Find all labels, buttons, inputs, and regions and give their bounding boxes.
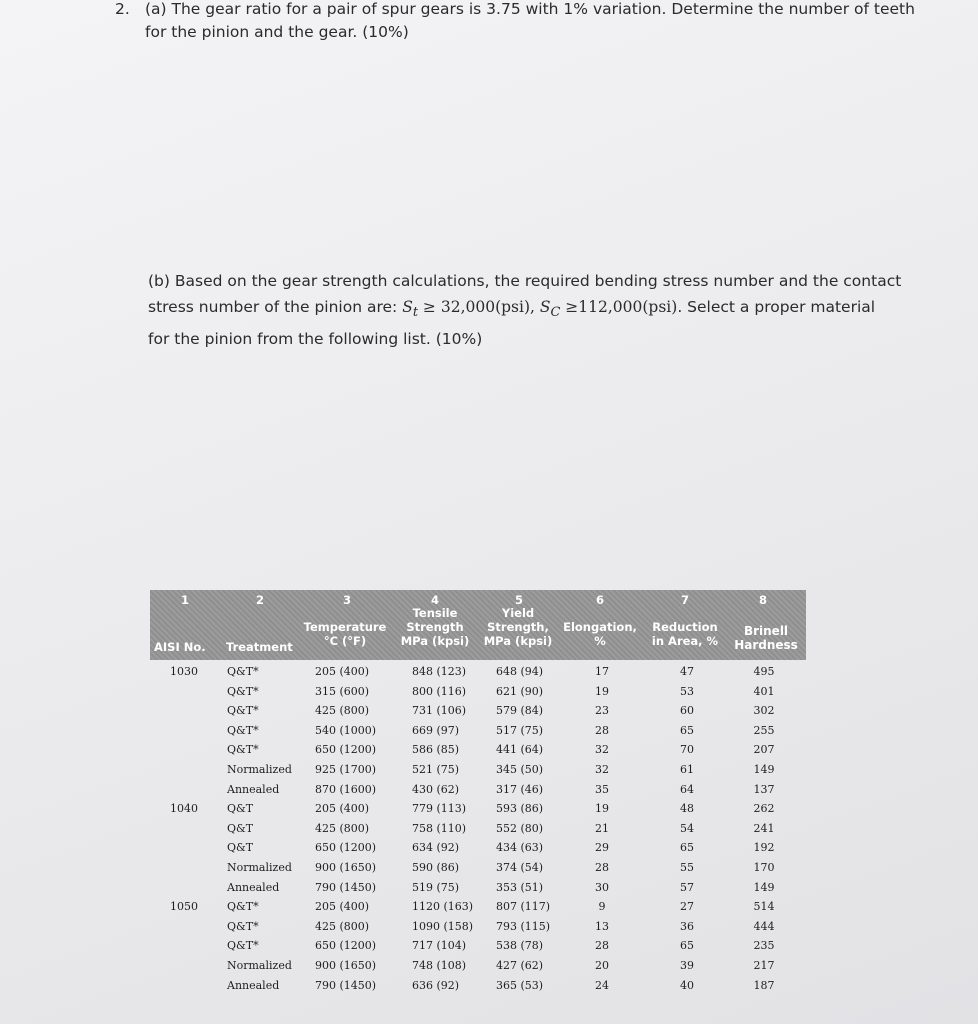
table-row <box>150 976 806 996</box>
elongation-cell: 24 <box>595 978 609 992</box>
table-row <box>150 780 806 800</box>
reduction-cell: 61 <box>680 763 694 776</box>
temperature-cell: 790 (1450) <box>315 978 377 992</box>
brinell-cell: 170 <box>753 861 775 874</box>
yield-cell: 648 (94) <box>496 665 544 678</box>
header-tensile-line3: MPa (kpsi) <box>400 634 470 648</box>
table-row <box>150 936 806 956</box>
yield-cell: 593 (86) <box>496 802 544 816</box>
brinell-cell: 192 <box>753 841 775 855</box>
reduction-cell: 40 <box>680 978 694 992</box>
table-row <box>150 740 806 760</box>
formula-st-symbol: S <box>402 298 413 316</box>
reduction-cell: 48 <box>680 802 694 816</box>
header-yield <box>478 606 558 648</box>
elongation-cell: 17 <box>595 665 609 678</box>
brinell-cell: 514 <box>753 900 775 914</box>
col-number: 5 <box>514 593 523 607</box>
elongation-cell: 28 <box>595 861 609 874</box>
elongation-cell: 20 <box>595 959 609 972</box>
reduction-cell: 60 <box>680 704 694 718</box>
table-row <box>150 917 806 937</box>
treatment-cell: Q&T <box>227 802 254 816</box>
table-row <box>150 701 806 721</box>
brinell-cell: 149 <box>753 880 775 894</box>
treatment-cell: Annealed <box>227 978 280 992</box>
tensile-cell: 758 (110) <box>412 821 467 835</box>
treatment-cell: Normalized <box>227 959 292 972</box>
brinell-cell: 235 <box>753 939 775 953</box>
elongation-cell: 9 <box>598 900 606 914</box>
yield-cell: 552 (80) <box>496 821 544 835</box>
treatment-cell: Normalized <box>227 861 292 874</box>
elongation-cell: 29 <box>595 841 609 855</box>
question-b-line2-prefix: stress number of the pinion are: <box>148 298 403 316</box>
reduction-cell: 55 <box>680 861 694 874</box>
temperature-cell: 790 (1450) <box>315 880 377 894</box>
elongation-cell: 32 <box>595 763 609 776</box>
treatment-cell: Annealed <box>227 880 280 894</box>
tensile-cell: 1090 (158) <box>412 919 474 933</box>
col-number: 8 <box>758 593 767 607</box>
tensile-cell: 586 (85) <box>412 743 460 757</box>
reduction-cell: 65 <box>680 939 694 953</box>
reduction-cell: 57 <box>680 880 694 894</box>
aisi-cell: 1040 <box>170 802 198 816</box>
brinell-cell: 137 <box>753 782 775 796</box>
header-temperature <box>300 620 390 648</box>
header-yield-line2: Strength, <box>487 620 549 634</box>
question-a-line1: (a) The gear ratio for a pair of spur gears is 3.75 with 1% variation. Determine the number of teeth <box>145 0 915 18</box>
table-row <box>150 838 806 858</box>
elongation-cell: 30 <box>595 880 609 894</box>
material-properties-table <box>150 590 806 992</box>
tensile-cell: 748 (108) <box>412 959 467 972</box>
header-temperature-line1: Temperature <box>303 620 387 634</box>
temperature-cell: 425 (800) <box>315 704 370 718</box>
tensile-cell: 717 (104) <box>412 939 467 953</box>
brinell-cell: 187 <box>753 978 775 992</box>
temperature-cell: 650 (1200) <box>315 841 377 855</box>
brinell-cell: 217 <box>753 959 775 972</box>
table-row <box>150 760 806 780</box>
table-row <box>150 682 806 702</box>
yield-cell: 317 (46) <box>496 782 544 796</box>
col-number: 1 <box>180 593 189 607</box>
tensile-cell: 636 (92) <box>412 978 460 992</box>
treatment-cell: Q&T <box>227 841 254 855</box>
elongation-cell: 19 <box>595 802 609 816</box>
table-row <box>150 878 806 898</box>
header-temperature-line2: °C (°F) <box>323 634 367 648</box>
temperature-cell: 425 (800) <box>315 821 370 835</box>
tensile-cell: 669 (97) <box>412 723 460 737</box>
reduction-cell: 65 <box>680 841 694 855</box>
header-brinell-line1: Brinell <box>743 624 789 638</box>
brinell-cell: 444 <box>753 919 775 933</box>
aisi-cell: 1030 <box>170 665 198 678</box>
elongation-cell: 13 <box>595 919 609 933</box>
treatment-cell: Q&T* <box>227 704 259 718</box>
header-yield-line1: Yield <box>501 606 535 620</box>
elongation-cell: 19 <box>595 684 609 698</box>
tensile-cell: 521 (75) <box>412 763 460 776</box>
col-number: 4 <box>430 593 439 607</box>
yield-cell: 538 (78) <box>496 939 544 953</box>
question-b-line2-suffix: . Select a proper material <box>677 298 876 316</box>
header-tensile-line1: Tensile <box>412 606 458 620</box>
yield-cell: 345 (50) <box>496 763 544 776</box>
tensile-cell: 634 (92) <box>412 841 460 855</box>
header-elongation <box>560 620 640 648</box>
header-treatment: Treatment <box>226 640 293 654</box>
treatment-cell: Annealed <box>227 782 280 796</box>
formula-st-subscript: t <box>412 305 418 321</box>
formula-sc-symbol: S <box>539 298 551 316</box>
treatment-cell: Normalized <box>227 763 292 776</box>
header-elongation-line1: Elongation, <box>563 620 637 634</box>
treatment-cell: Q&T <box>227 821 254 835</box>
reduction-cell: 36 <box>680 919 694 933</box>
header-reduction-line1: Reduction <box>652 620 718 634</box>
temperature-cell: 900 (1650) <box>315 959 377 972</box>
temperature-cell: 540 (1000) <box>315 723 377 737</box>
header-reduction <box>645 620 725 648</box>
question-b <box>148 268 938 352</box>
temperature-cell: 315 (600) <box>315 684 370 698</box>
brinell-cell: 241 <box>753 821 775 835</box>
reduction-cell: 64 <box>680 782 694 796</box>
tensile-cell: 731 (106) <box>412 704 467 718</box>
temperature-cell: 650 (1200) <box>315 939 377 953</box>
treatment-cell: Q&T* <box>227 900 259 914</box>
elongation-cell: 35 <box>595 782 609 796</box>
question-b-line3: for the pinion from the following list. (10%) <box>148 330 483 349</box>
tensile-cell: 590 (86) <box>412 861 460 874</box>
brinell-cell: 149 <box>753 763 775 776</box>
yield-cell: 427 (62) <box>496 959 544 972</box>
elongation-cell: 32 <box>595 743 609 757</box>
treatment-cell: Q&T* <box>227 723 259 737</box>
contact-stress-formula <box>539 298 678 321</box>
yield-cell: 374 (54) <box>496 861 544 874</box>
header-aisi: AISI No. <box>154 640 206 654</box>
temperature-cell: 925 (1700) <box>315 763 377 776</box>
header-brinell <box>728 624 804 652</box>
temperature-cell: 205 (400) <box>315 900 370 914</box>
tensile-cell: 1120 (163) <box>412 900 474 914</box>
header-brinell-line2: Hardness <box>734 638 798 652</box>
yield-cell: 579 (84) <box>496 704 544 718</box>
tensile-cell: 848 (123) <box>412 665 467 678</box>
treatment-cell: Q&T* <box>227 919 259 933</box>
reduction-cell: 65 <box>680 723 694 737</box>
reduction-cell: 70 <box>680 743 694 757</box>
table-row <box>150 799 806 819</box>
header-yield-line3: MPa (kpsi) <box>483 634 553 648</box>
tensile-cell: 800 (116) <box>412 684 467 698</box>
yield-cell: 365 (53) <box>496 978 544 992</box>
elongation-cell: 21 <box>595 821 609 835</box>
table-row <box>150 662 806 682</box>
table-row <box>150 897 806 917</box>
header-tensile-line2: Strength <box>406 620 464 634</box>
question-number: 2. <box>115 0 130 18</box>
reduction-cell: 39 <box>680 959 694 972</box>
brinell-cell: 255 <box>753 723 775 737</box>
temperature-cell: 900 (1650) <box>315 861 377 874</box>
temperature-cell: 205 (400) <box>315 665 370 678</box>
yield-cell: 621 (90) <box>496 684 544 698</box>
table-row <box>150 721 806 741</box>
tensile-cell: 519 (75) <box>412 880 460 894</box>
treatment-cell: Q&T* <box>227 665 259 678</box>
col-number: 2 <box>255 593 264 607</box>
yield-cell: 353 (51) <box>496 880 544 894</box>
brinell-cell: 495 <box>753 665 775 678</box>
elongation-cell: 28 <box>595 723 609 737</box>
table-row <box>150 819 806 839</box>
elongation-cell: 28 <box>595 939 609 953</box>
table-row <box>150 858 806 878</box>
yield-cell: 807 (117) <box>496 900 551 914</box>
reduction-cell: 27 <box>680 900 694 914</box>
temperature-cell: 650 (1200) <box>315 743 377 757</box>
treatment-cell: Q&T* <box>227 939 259 953</box>
table-header <box>150 590 806 660</box>
brinell-cell: 401 <box>753 684 775 698</box>
table-row <box>150 956 806 976</box>
col-number: 6 <box>595 593 604 607</box>
treatment-cell: Q&T* <box>227 684 259 698</box>
tensile-cell: 430 (62) <box>412 782 460 796</box>
header-elongation-line2: % <box>594 634 606 648</box>
temperature-cell: 870 (1600) <box>315 782 377 796</box>
question-b-line1: (b) Based on the gear strength calculations, the required bending stress number and the contact <box>148 272 902 290</box>
yield-cell: 434 (63) <box>496 841 544 855</box>
tensile-cell: 779 (113) <box>412 802 467 816</box>
col-number: 3 <box>342 593 351 607</box>
temperature-cell: 425 (800) <box>315 919 370 933</box>
aisi-cell: 1050 <box>170 900 198 914</box>
treatment-cell: Q&T* <box>227 743 259 757</box>
yield-cell: 517 (75) <box>496 723 544 737</box>
reduction-cell: 47 <box>680 665 694 678</box>
formula-sc-relation: ≥112,000(psi) <box>560 298 678 316</box>
yield-cell: 793 (115) <box>496 919 551 933</box>
question-b-line2 <box>148 294 938 326</box>
reduction-cell: 54 <box>680 821 694 835</box>
formula-sc-subscript: C <box>550 305 561 321</box>
col-number: 7 <box>680 593 689 607</box>
header-reduction-line2: in Area, % <box>651 634 719 648</box>
question-a-line2: for the pinion and the gear. (10%) <box>145 23 409 41</box>
brinell-cell: 262 <box>753 802 775 816</box>
brinell-cell: 207 <box>753 743 775 757</box>
brinell-cell: 302 <box>753 704 775 718</box>
question-a-text <box>145 0 925 44</box>
reduction-cell: 53 <box>680 684 694 698</box>
bending-stress-formula <box>402 298 540 321</box>
header-tensile <box>395 606 475 648</box>
temperature-cell: 205 (400) <box>315 802 370 816</box>
elongation-cell: 23 <box>595 704 609 718</box>
formula-st-relation: ≥ 32,000(psi), <box>418 298 540 316</box>
yield-cell: 441 (64) <box>496 743 544 757</box>
